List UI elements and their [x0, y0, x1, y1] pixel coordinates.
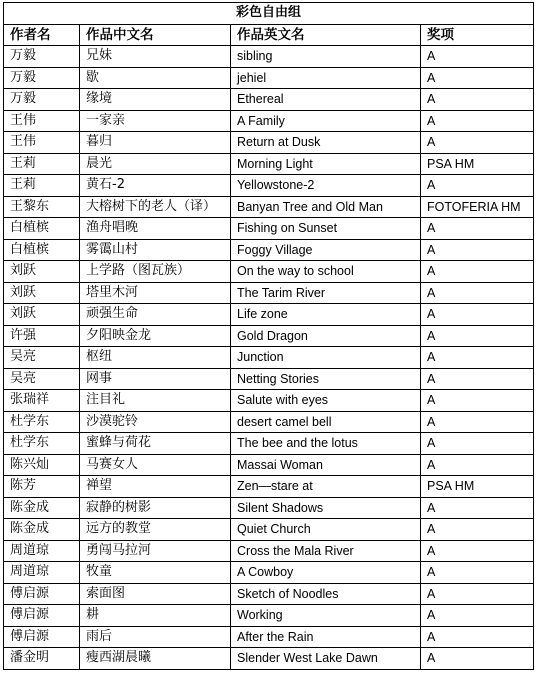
cell-chinese-title: 瘦西湖晨曦	[80, 648, 231, 670]
cell-english-title: Gold Dragon	[231, 325, 421, 347]
table-row	[4, 67, 534, 89]
cell-award: FOTOFERIA HM	[421, 196, 534, 218]
cell-author: 王黎东	[4, 196, 80, 218]
cell-chinese-title: 勇闯马拉河	[80, 540, 231, 562]
cell-english-title: Silent Shadows	[231, 497, 421, 519]
cell-chinese-title: 索面图	[80, 583, 231, 605]
table-row	[4, 368, 534, 390]
cell-author: 杜学东	[4, 411, 80, 433]
cell-english-title: Zen—stare at	[231, 476, 421, 498]
cell-english-title: On the way to school	[231, 261, 421, 283]
cell-author: 白植槟	[4, 239, 80, 261]
cell-chinese-title: 缘境	[80, 89, 231, 111]
cell-author: 吴亮	[4, 347, 80, 369]
cell-english-title: Netting Stories	[231, 368, 421, 390]
cell-award: A	[421, 67, 534, 89]
cell-english-title: jehiel	[231, 67, 421, 89]
header-chinese-title: 作品中文名	[80, 24, 231, 46]
cell-chinese-title: 夕阳映金龙	[80, 325, 231, 347]
cell-english-title: Ethereal	[231, 89, 421, 111]
cell-author: 陈金成	[4, 497, 80, 519]
cell-chinese-title: 暮归	[80, 132, 231, 154]
cell-award: A	[421, 132, 534, 154]
cell-english-title: Yellowstone-2	[231, 175, 421, 197]
cell-award: A	[421, 540, 534, 562]
cell-chinese-title: 远方的教堂	[80, 519, 231, 541]
cell-english-title: A Cowboy	[231, 562, 421, 584]
table-row	[4, 325, 534, 347]
cell-author: 王莉	[4, 175, 80, 197]
cell-english-title: sibling	[231, 46, 421, 68]
table-row	[4, 562, 534, 584]
table-row	[4, 497, 534, 519]
cell-chinese-title: 雾霭山村	[80, 239, 231, 261]
cell-chinese-title: 上学路（图瓦族）	[80, 261, 231, 283]
cell-author: 白植槟	[4, 218, 80, 240]
table-row	[4, 583, 534, 605]
table-row	[4, 454, 534, 476]
cell-award: A	[421, 519, 534, 541]
cell-award: A	[421, 433, 534, 455]
cell-award: A	[421, 304, 534, 326]
cell-author: 周道琼	[4, 562, 80, 584]
cell-english-title: Return at Dusk	[231, 132, 421, 154]
cell-english-title: Slender West Lake Dawn	[231, 648, 421, 670]
header-award: 奖项	[421, 24, 534, 46]
cell-award: A	[421, 411, 534, 433]
cell-chinese-title: 牧童	[80, 562, 231, 584]
table-row	[4, 648, 534, 670]
table-row	[4, 110, 534, 132]
table-row	[4, 347, 534, 369]
cell-award: A	[421, 605, 534, 627]
cell-chinese-title: 黄石-2	[80, 175, 231, 197]
cell-chinese-title: 一家亲	[80, 110, 231, 132]
cell-english-title: Morning Light	[231, 153, 421, 175]
table-row	[4, 132, 534, 154]
table-row	[4, 153, 534, 175]
cell-author: 王伟	[4, 110, 80, 132]
header-row	[4, 24, 534, 46]
cell-award: A	[421, 562, 534, 584]
cell-author: 张瑞祥	[4, 390, 80, 412]
table-row	[4, 540, 534, 562]
title-row	[4, 3, 534, 25]
cell-author: 吴亮	[4, 368, 80, 390]
cell-award: A	[421, 282, 534, 304]
cell-award: A	[421, 325, 534, 347]
cell-award: A	[421, 175, 534, 197]
cell-english-title: After the Rain	[231, 626, 421, 648]
table-row	[4, 519, 534, 541]
cell-author: 傅启源	[4, 605, 80, 627]
cell-chinese-title: 歇	[80, 67, 231, 89]
cell-chinese-title: 渔舟唱晚	[80, 218, 231, 240]
cell-english-title: Junction	[231, 347, 421, 369]
cell-chinese-title: 顽强生命	[80, 304, 231, 326]
cell-award: A	[421, 583, 534, 605]
table-row	[4, 218, 534, 240]
cell-chinese-title: 沙漠驼铃	[80, 411, 231, 433]
cell-award: PSA HM	[421, 476, 534, 498]
table-row	[4, 261, 534, 283]
cell-award: A	[421, 626, 534, 648]
cell-chinese-title: 雨后	[80, 626, 231, 648]
table-row	[4, 175, 534, 197]
cell-english-title: Banyan Tree and Old Man	[231, 196, 421, 218]
cell-chinese-title: 注目礼	[80, 390, 231, 412]
cell-english-title: desert camel bell	[231, 411, 421, 433]
cell-chinese-title: 马赛女人	[80, 454, 231, 476]
table-title: 彩色自由组	[4, 3, 534, 25]
cell-chinese-title: 大榕树下的老人（译）	[80, 196, 231, 218]
table-row	[4, 239, 534, 261]
cell-english-title: Salute with eyes	[231, 390, 421, 412]
cell-author: 刘跃	[4, 282, 80, 304]
cell-english-title: A Family	[231, 110, 421, 132]
cell-author: 傅启源	[4, 626, 80, 648]
cell-english-title: Sketch of Noodles	[231, 583, 421, 605]
cell-author: 许强	[4, 325, 80, 347]
cell-award: PSA HM	[421, 153, 534, 175]
cell-english-title: Fishing on Sunset	[231, 218, 421, 240]
cell-chinese-title: 禅望	[80, 476, 231, 498]
cell-english-title: Massai Woman	[231, 454, 421, 476]
cell-english-title: The Tarim River	[231, 282, 421, 304]
cell-award: A	[421, 89, 534, 111]
table-row	[4, 46, 534, 68]
cell-author: 杜学东	[4, 433, 80, 455]
cell-chinese-title: 兄妹	[80, 46, 231, 68]
cell-author: 潘金明	[4, 648, 80, 670]
cell-award: A	[421, 46, 534, 68]
cell-award: A	[421, 110, 534, 132]
cell-chinese-title: 塔里木河	[80, 282, 231, 304]
cell-author: 万毅	[4, 46, 80, 68]
cell-chinese-title: 晨光	[80, 153, 231, 175]
awards-table	[3, 2, 534, 670]
cell-english-title: Working	[231, 605, 421, 627]
cell-english-title: Life zone	[231, 304, 421, 326]
table-row	[4, 626, 534, 648]
cell-chinese-title: 耕	[80, 605, 231, 627]
table-row	[4, 605, 534, 627]
table-row	[4, 196, 534, 218]
cell-author: 王伟	[4, 132, 80, 154]
table-row	[4, 433, 534, 455]
awards-table-body	[4, 3, 534, 670]
cell-award: A	[421, 648, 534, 670]
cell-award: A	[421, 497, 534, 519]
table-row	[4, 304, 534, 326]
cell-author: 万毅	[4, 89, 80, 111]
cell-award: A	[421, 347, 534, 369]
cell-author: 刘跃	[4, 304, 80, 326]
cell-award: A	[421, 239, 534, 261]
cell-author: 傅启源	[4, 583, 80, 605]
cell-award: A	[421, 261, 534, 283]
cell-chinese-title: 蜜蜂与荷花	[80, 433, 231, 455]
cell-chinese-title: 网事	[80, 368, 231, 390]
cell-chinese-title: 枢纽	[80, 347, 231, 369]
header-author: 作者名	[4, 24, 80, 46]
cell-author: 周道琼	[4, 540, 80, 562]
cell-english-title: The bee and the lotus	[231, 433, 421, 455]
cell-author: 王莉	[4, 153, 80, 175]
cell-award: A	[421, 218, 534, 240]
table-row	[4, 282, 534, 304]
table-row	[4, 89, 534, 111]
table-row	[4, 390, 534, 412]
cell-award: A	[421, 368, 534, 390]
cell-english-title: Cross the Mala River	[231, 540, 421, 562]
table-row	[4, 411, 534, 433]
cell-english-title: Foggy Village	[231, 239, 421, 261]
cell-author: 刘跃	[4, 261, 80, 283]
cell-award: A	[421, 390, 534, 412]
table-row	[4, 476, 534, 498]
cell-chinese-title: 寂静的树影	[80, 497, 231, 519]
cell-author: 陈兴灿	[4, 454, 80, 476]
cell-author: 万毅	[4, 67, 80, 89]
cell-author: 陈金成	[4, 519, 80, 541]
cell-award: A	[421, 454, 534, 476]
cell-english-title: Quiet Church	[231, 519, 421, 541]
header-english-title: 作品英文名	[231, 24, 421, 46]
cell-author: 陈芳	[4, 476, 80, 498]
